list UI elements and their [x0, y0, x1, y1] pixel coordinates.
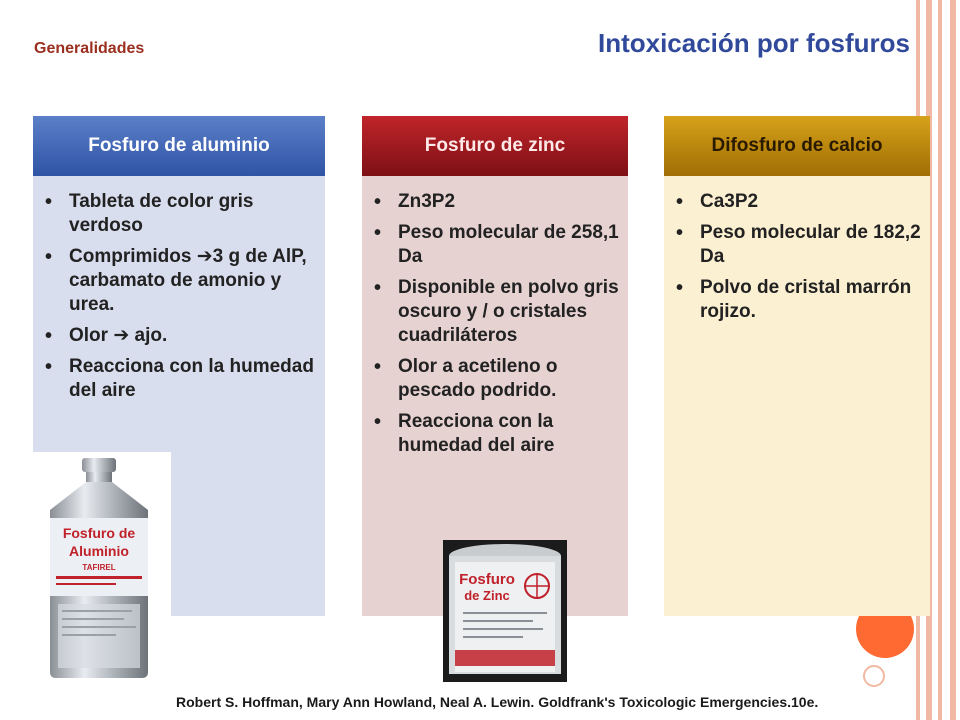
column-header: Difosfuro de calcio — [664, 116, 930, 176]
list-item: • Reacciona con la humedad del aire — [398, 410, 620, 458]
list-item: • Comprimidos ➔3 g de AlP, carbamato de amonio y urea. — [69, 245, 317, 317]
bullet-list — [33, 176, 325, 403]
column-body — [664, 176, 930, 616]
svg-text:Aluminio: Aluminio — [69, 543, 129, 559]
bullet-list — [664, 176, 930, 324]
column-header: Fosfuro de zinc — [362, 116, 628, 176]
bullet-list — [362, 176, 628, 458]
svg-text:Fosfuro: Fosfuro — [459, 571, 515, 588]
svg-text:Fosfuro de: Fosfuro de — [62, 525, 136, 541]
arrow-icon: ➔ — [196, 246, 213, 267]
list-item: • Tableta de color gris verdoso — [69, 190, 317, 238]
aluminum-phosphide-bottle-image — [38, 458, 160, 680]
citation: Robert S. Hoffman, Mary Ann Howland, Neal A. Lewin. Goldfrank's Toxicologic Emergencies.10e. — [176, 694, 819, 710]
list-item: • Zn3P2 — [398, 190, 620, 214]
column-difosfuro-calcio — [664, 116, 930, 616]
list-item: • Polvo de cristal marrón rojizo. — [700, 276, 922, 324]
list-item: • Reacciona con la humedad del aire — [69, 355, 317, 403]
arrow-icon: ➔ — [113, 325, 130, 346]
list-item: • Ca3P2 — [700, 190, 922, 214]
column-header: Fosfuro de aluminio — [33, 116, 325, 176]
section-label: Generalidades — [34, 40, 145, 57]
list-item: • Peso molecular de 182,2 Da — [700, 221, 922, 269]
list-item: • Olor ➔ ajo. — [69, 324, 317, 348]
list-item: • Disponible en polvo gris oscuro y / o cristales cuadriláteros — [398, 276, 620, 348]
zinc-phosphide-can-image — [443, 540, 567, 682]
list-item: • Peso molecular de 258,1 Da — [398, 221, 620, 269]
decorative-ring — [863, 665, 885, 687]
svg-text:de Zinc: de Zinc — [464, 588, 510, 603]
list-item: • Olor a acetileno o pescado podrido. — [398, 355, 620, 403]
svg-text:TAFIREL: TAFIREL — [82, 563, 116, 572]
slide-title: Intoxicación por fosfuros — [597, 28, 910, 58]
